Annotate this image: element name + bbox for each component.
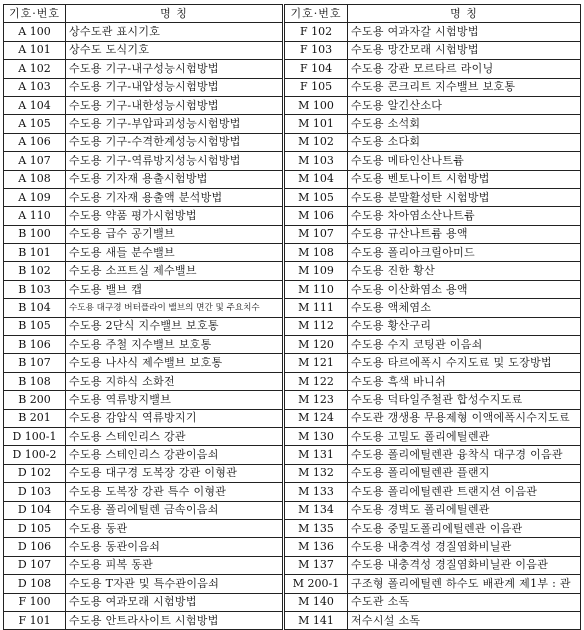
- table-row: [4, 427, 581, 445]
- right-code-cell: M 132: [284, 464, 348, 482]
- right-name-cell: 수도용 흑색 바니쉬: [348, 372, 581, 390]
- right-name-cell: 수도용 분말활성탄 시험방법: [348, 188, 581, 206]
- left-name-cell: 상수도 도식기호: [66, 41, 284, 59]
- table-row: [4, 336, 581, 354]
- left-code-cell: D 107: [4, 556, 66, 574]
- right-code-cell: M 101: [284, 115, 348, 133]
- right-code-cell: M 100: [284, 96, 348, 114]
- right-code-cell: F 104: [284, 60, 348, 78]
- right-code-cell: F 103: [284, 41, 348, 59]
- left-code-cell: D 100-1: [4, 427, 66, 445]
- table-row: [4, 133, 581, 151]
- table-row: [4, 391, 581, 409]
- table-row: [4, 538, 581, 556]
- left-code-cell: B 102: [4, 262, 66, 280]
- left-name-cell: 수도용 소프트실 제수밸브: [66, 262, 284, 280]
- right-code-cell: M 141: [284, 611, 348, 629]
- table-row: [4, 280, 581, 298]
- right-code-cell: M 109: [284, 262, 348, 280]
- table-row: [4, 170, 581, 188]
- right-name-cell: 수도용 고밀도 폴리에틸렌관: [348, 427, 581, 445]
- left-name-header: 명 칭: [66, 5, 284, 23]
- left-code-cell: A 102: [4, 60, 66, 78]
- right-name-header: 명 칭: [348, 5, 581, 23]
- right-name-cell: 수도용 여과자갈 시험방법: [348, 23, 581, 41]
- header-row: [4, 5, 581, 23]
- right-code-cell: F 102: [284, 23, 348, 41]
- table-row: [4, 23, 581, 41]
- right-name-cell: 수도용 이산화염소 용액: [348, 280, 581, 298]
- table-row: [4, 244, 581, 262]
- right-name-cell: 수도용 액체염소: [348, 299, 581, 317]
- left-name-cell: 수도용 기자재 용출액 분석방법: [66, 188, 284, 206]
- left-name-cell: 수도용 2단식 지수밸브 보호통: [66, 317, 284, 335]
- left-code-cell: B 103: [4, 280, 66, 298]
- left-name-cell: 수도용 약품 평가시험방법: [66, 207, 284, 225]
- left-name-cell: 수도용 기구-내한성능시험방법: [66, 96, 284, 114]
- right-name-cell: 수도용 소석회: [348, 115, 581, 133]
- right-name-cell: 구조형 폴리에틸렌 하수도 배관계 제1부 : 관: [348, 575, 581, 593]
- left-code-cell: A 106: [4, 133, 66, 151]
- table-row: [4, 519, 581, 537]
- right-code-cell: M 124: [284, 409, 348, 427]
- table-row: [4, 464, 581, 482]
- left-code-cell: D 103: [4, 483, 66, 501]
- table-row: [4, 60, 581, 78]
- table-row: [4, 317, 581, 335]
- right-name-cell: 수도용 폴리에틸렌관 트랜지션 이음관: [348, 483, 581, 501]
- left-code-cell: A 108: [4, 170, 66, 188]
- standards-table: [3, 4, 581, 630]
- right-name-cell: 수도용 내충격성 경질염화비닐관 이음관: [348, 556, 581, 574]
- left-name-cell: 수도용 피복 동관: [66, 556, 284, 574]
- right-name-cell: 수도용 진한 황산: [348, 262, 581, 280]
- left-name-cell: 수도용 스테인리스 강관이음쇠: [66, 446, 284, 464]
- left-code-cell: B 106: [4, 336, 66, 354]
- right-code-cell: M 110: [284, 280, 348, 298]
- left-name-cell: 수도용 새들 분수밸브: [66, 244, 284, 262]
- right-name-cell: 수도용 덕타일주철관 합성수지도료: [348, 391, 581, 409]
- right-name-cell: 수도용 중밀도폴리에틸렌관 이음관: [348, 519, 581, 537]
- right-code-cell: M 122: [284, 372, 348, 390]
- left-name-cell: 수도용 감압식 역류방지기: [66, 409, 284, 427]
- left-code-cell: B 100: [4, 225, 66, 243]
- left-name-cell: 수도용 나사식 제수밸브 보호통: [66, 354, 284, 372]
- left-code-cell: D 106: [4, 538, 66, 556]
- left-code-cell: D 102: [4, 464, 66, 482]
- table-row: [4, 409, 581, 427]
- left-code-cell: B 108: [4, 372, 66, 390]
- left-name-cell: 수도용 기구-수격한계성능시험방법: [66, 133, 284, 151]
- right-code-cell: M 137: [284, 556, 348, 574]
- left-code-cell: B 107: [4, 354, 66, 372]
- right-name-cell: 수도용 폴리아크릴아미드: [348, 244, 581, 262]
- right-name-cell: 수도용 내충격성 경질염화비닐관: [348, 538, 581, 556]
- table-row: [4, 152, 581, 170]
- table-row: [4, 354, 581, 372]
- left-name-cell: 수도용 동관: [66, 519, 284, 537]
- left-name-cell: 수도용 동관이음쇠: [66, 538, 284, 556]
- table-row: [4, 225, 581, 243]
- left-code-cell: A 109: [4, 188, 66, 206]
- left-name-cell: 수도용 기구-내압성능시험방법: [66, 78, 284, 96]
- right-code-cell: M 133: [284, 483, 348, 501]
- table-row: [4, 446, 581, 464]
- right-name-cell: 수도용 메타인산나트륨: [348, 152, 581, 170]
- left-code-cell: B 101: [4, 244, 66, 262]
- right-code-cell: M 135: [284, 519, 348, 537]
- left-code-cell: D 100-2: [4, 446, 66, 464]
- table-row: [4, 372, 581, 390]
- table-row: [4, 207, 581, 225]
- left-code-cell: F 100: [4, 593, 66, 611]
- right-name-cell: 수도용 강관 모르타르 라이닝: [348, 60, 581, 78]
- right-code-cell: M 105: [284, 188, 348, 206]
- table-row: [4, 483, 581, 501]
- table-row: [4, 188, 581, 206]
- right-code-cell: F 105: [284, 78, 348, 96]
- right-code-cell: M 120: [284, 336, 348, 354]
- right-code-cell: M 130: [284, 427, 348, 445]
- right-name-cell: 수도용 경벽도 폴리에틸렌관: [348, 501, 581, 519]
- right-name-cell: 수도용 소다회: [348, 133, 581, 151]
- left-name-cell: 수도용 밸브 캡: [66, 280, 284, 298]
- left-name-cell: 수도용 T자관 및 특수관이음쇠: [66, 575, 284, 593]
- left-code-cell: A 107: [4, 152, 66, 170]
- table-row: [4, 501, 581, 519]
- right-name-cell: 수도용 콘크리트 지수밸브 보호통: [348, 78, 581, 96]
- right-name-cell: 수도용 차아염소산나트륨: [348, 207, 581, 225]
- left-name-cell: 수도용 주철 지수밸브 보호통: [66, 336, 284, 354]
- right-name-cell: 수도관 소독: [348, 593, 581, 611]
- left-code-cell: D 104: [4, 501, 66, 519]
- right-name-cell: 수도용 폴리에틸렌관 플랜지: [348, 464, 581, 482]
- left-code-cell: A 101: [4, 41, 66, 59]
- left-code-cell: B 200: [4, 391, 66, 409]
- left-code-cell: B 104: [4, 299, 66, 317]
- left-name-cell: 상수도관 표시기호: [66, 23, 284, 41]
- table-row: [4, 556, 581, 574]
- right-code-cell: M 108: [284, 244, 348, 262]
- right-code-cell: M 106: [284, 207, 348, 225]
- table-row: [4, 299, 581, 317]
- left-code-header: 기호·번호: [4, 5, 66, 23]
- table-body: [4, 23, 581, 630]
- table-row: [4, 262, 581, 280]
- right-code-cell: M 102: [284, 133, 348, 151]
- left-code-cell: D 105: [4, 519, 66, 537]
- left-name-cell: 수도용 기자재 용출시험방법: [66, 170, 284, 188]
- table-row: [4, 611, 581, 629]
- table-row: [4, 115, 581, 133]
- right-name-cell: 수도용 규산나트륨 용액: [348, 225, 581, 243]
- right-code-cell: M 107: [284, 225, 348, 243]
- left-name-cell: 수도용 도복장 강관 특수 이형관: [66, 483, 284, 501]
- right-code-cell: M 131: [284, 446, 348, 464]
- right-code-cell: M 112: [284, 317, 348, 335]
- right-code-cell: M 140: [284, 593, 348, 611]
- right-name-cell: 저수시설 소독: [348, 611, 581, 629]
- left-name-cell: 수도용 안트라사이트 시험방법: [66, 611, 284, 629]
- left-code-cell: A 104: [4, 96, 66, 114]
- left-name-cell: 수도용 기구-부압파괴성능시험방법: [66, 115, 284, 133]
- right-name-cell: 수도용 폴리에틸렌관 융착식 대구경 이음관: [348, 446, 581, 464]
- right-code-cell: M 134: [284, 501, 348, 519]
- left-code-cell: A 105: [4, 115, 66, 133]
- left-code-cell: A 110: [4, 207, 66, 225]
- left-name-cell: 수도용 역류방지밸브: [66, 391, 284, 409]
- right-code-cell: M 111: [284, 299, 348, 317]
- right-code-header: 기호·번호: [284, 5, 348, 23]
- left-name-cell: 수도용 폴리에틸렌 금속이음쇠: [66, 501, 284, 519]
- right-code-cell: M 200-1: [284, 575, 348, 593]
- table-row: [4, 41, 581, 59]
- right-code-cell: M 104: [284, 170, 348, 188]
- right-code-cell: M 103: [284, 152, 348, 170]
- left-code-cell: B 201: [4, 409, 66, 427]
- left-name-cell: 수도용 급수 공기밸브: [66, 225, 284, 243]
- right-code-cell: M 123: [284, 391, 348, 409]
- left-code-cell: D 108: [4, 575, 66, 593]
- table-row: [4, 96, 581, 114]
- left-name-cell: 수도용 여과모래 시험방법: [66, 593, 284, 611]
- right-name-cell: 수도용 망간모래 시험방법: [348, 41, 581, 59]
- right-name-cell: 수도용 알긴산소다: [348, 96, 581, 114]
- left-code-cell: A 100: [4, 23, 66, 41]
- left-name-cell: 수도용 대구경 도복장 강관 이형관: [66, 464, 284, 482]
- right-code-cell: M 121: [284, 354, 348, 372]
- right-name-cell: 수도관 갱생용 무용제형 이액에폭시수지도료: [348, 409, 581, 427]
- left-name-cell: 수도용 대구경 버터플라이 밸브의 면간 및 주요치수: [66, 299, 284, 317]
- left-name-cell: 수도용 기구-역류방지성능시험방법: [66, 152, 284, 170]
- left-name-cell: 수도용 스테인리스 강관: [66, 427, 284, 445]
- left-code-cell: F 101: [4, 611, 66, 629]
- left-name-cell: 수도용 지하식 소화전: [66, 372, 284, 390]
- right-name-cell: 수도용 황산구리: [348, 317, 581, 335]
- table-row: [4, 575, 581, 593]
- right-name-cell: 수도용 벤토나이트 시험방법: [348, 170, 581, 188]
- right-name-cell: 수도용 수지 코팅관 이음쇠: [348, 336, 581, 354]
- table-row: [4, 78, 581, 96]
- right-code-cell: M 136: [284, 538, 348, 556]
- left-code-cell: A 103: [4, 78, 66, 96]
- table-row: [4, 593, 581, 611]
- left-code-cell: B 105: [4, 317, 66, 335]
- right-name-cell: 수도용 타르에폭시 수지도료 및 도장방법: [348, 354, 581, 372]
- left-name-cell: 수도용 기구-내구성능시험방법: [66, 60, 284, 78]
